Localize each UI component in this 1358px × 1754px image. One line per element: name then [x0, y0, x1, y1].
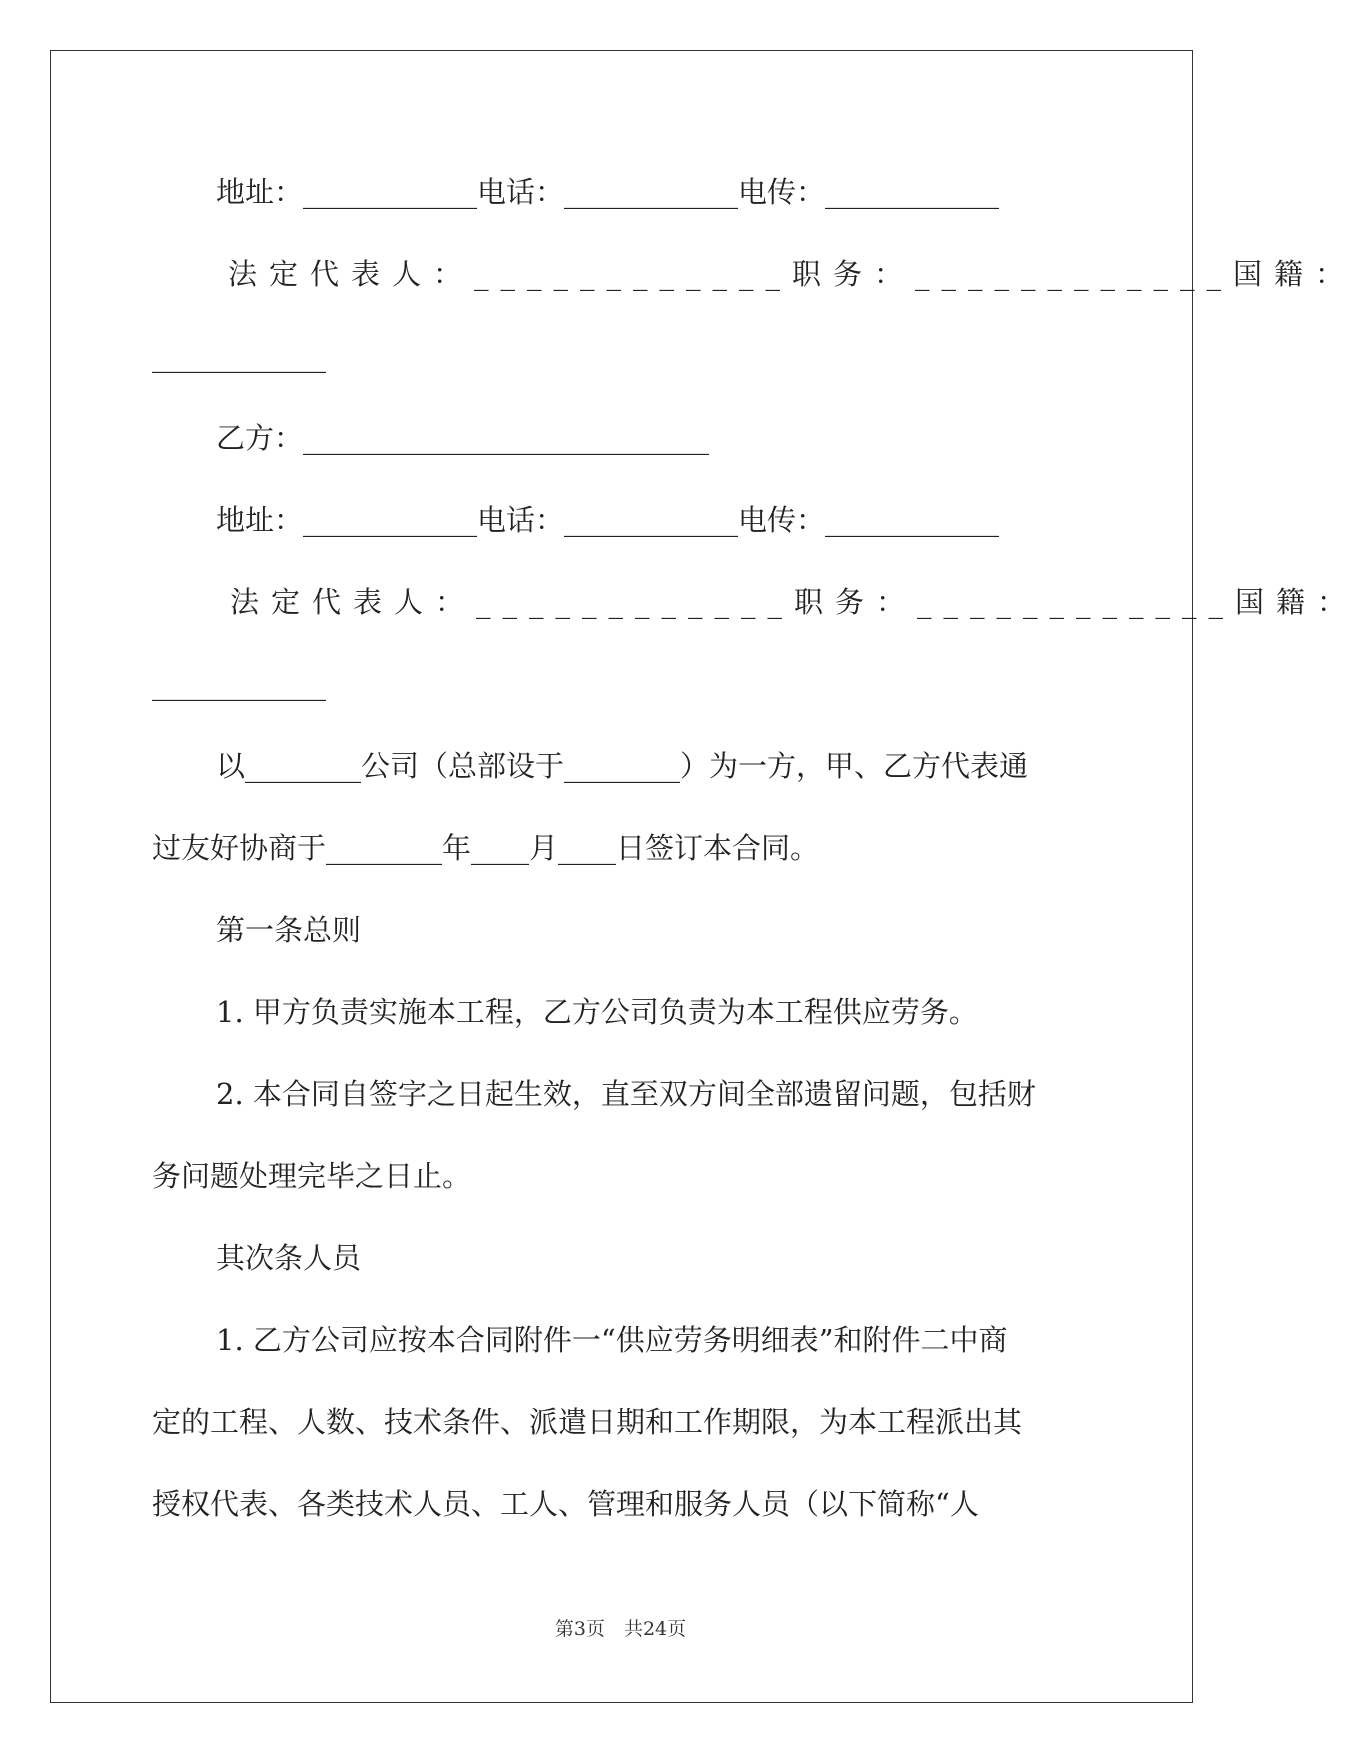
paragraph-intro-line-2: 过友好协商于________年____月____日签订本合同。: [152, 831, 820, 865]
article-1-item-1: 1. 甲方负责实施本工程，乙方公司负责为本工程供应劳务。: [216, 995, 978, 1029]
page-border: [50, 50, 1358, 1703]
article-2-item-1-line-2: 定的工程、人数、技术条件、派遣日期和工作期限，为本工程派出其: [152, 1405, 1023, 1439]
party-b-address-line: 地址：____________电话：____________电传：____________: [216, 503, 1000, 537]
page-footer: 第3页 共24页: [554, 1618, 687, 1640]
article-2-item-1-line-3: 授权代表、各类技术人员、工人、管理和服务人员（以下简称“人: [152, 1487, 979, 1521]
paragraph-intro-line-1: 以________公司（总部设于________）为一方，甲、乙方代表通: [216, 749, 1029, 783]
article-1-item-2-line-2: 务问题处理完毕之日止。: [152, 1159, 472, 1193]
party-a-legal-rep-line: 法定代表人：____________职务：____________国籍：: [228, 257, 1357, 291]
article-2-heading: 其次条人员: [216, 1241, 362, 1275]
article-2-item-1-line-1: 1. 乙方公司应按本合同附件一“供应劳务明细表”和附件二中商: [216, 1323, 1008, 1357]
party-b-line: 乙方：____________________________: [216, 421, 710, 455]
article-1-heading: 第一条总则: [216, 913, 362, 947]
party-a-address-line: 地址：____________电话：____________电传：____________: [216, 175, 1000, 209]
party-a-nationality-blank: ____________: [152, 339, 326, 373]
article-1-item-2-line-1: 2. 本合同自签字之日起生效，直至双方间全部遗留问题，包括财: [216, 1077, 1036, 1111]
party-b-nationality-blank: ____________: [152, 667, 326, 701]
party-b-legal-rep-line: 法定代表人：____________职务：____________国籍：: [230, 585, 1358, 619]
